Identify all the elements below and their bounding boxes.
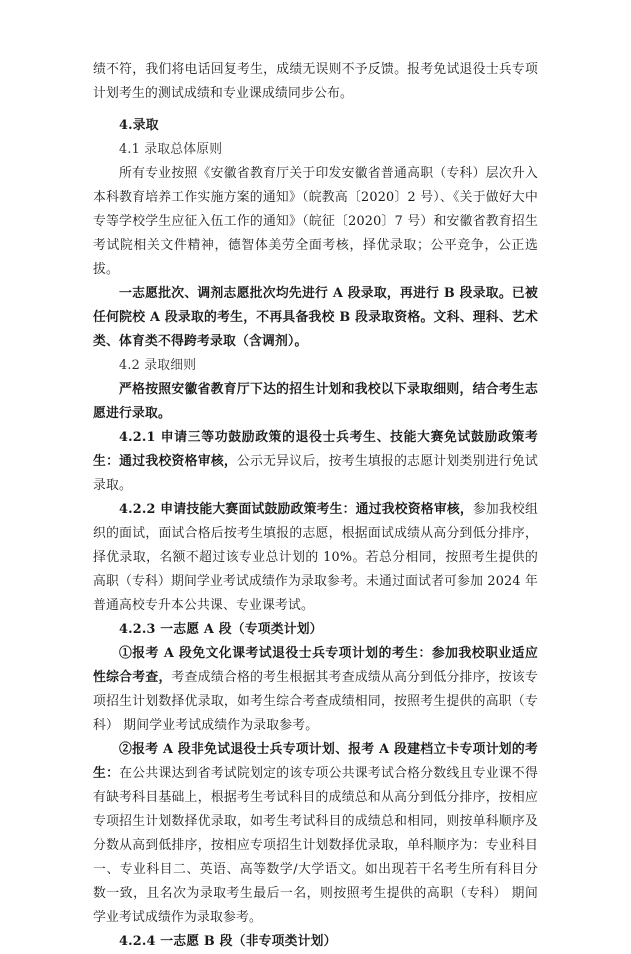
- paragraph-admission-rules: 严格按照安徽省教育厅下达的招生计划和我校以下录取细则，结合考生志愿进行录取。: [93, 382, 538, 421]
- paragraph-4-2-3-item2: [93, 738, 538, 930]
- item2-text: 在公共课达到省考试院划定的该专项公共课考试合格分数线且专业课不得有缺考科目基础上，根据考生考试科目的成绩总和从高分到低分排序，按相应专项招生计划数择优录取，如考生考试科目的成绩总和相同，则按单科顺序及分数从高到低排序，按相应专项招生计划数择优录取，单科顺序为：专业科目一、专业科目二、英语、高等数学/大学语文。如出现若干名考生所有科目分数一致，且名次为录取考生最后一名，则按照考生提供的高职（专科） 期间学业考试成绩作为录取参考。: [93, 766, 538, 925]
- document-body: [93, 58, 538, 954]
- paragraph-principles: 所有专业按照《安徽省教育厅关于印发安徽省普通高职（专科）层次升入本科教育培养工作实施方案的通知》（皖教高〔2020〕2 号）、《关于做好大中专等学校学生应征入伍工作的通知》（皖征〔2020〕7 号）和安徽省教育招生考试院相关文件精神，德智体美劳全面考核，择优录取；公平竞争，公正选拔。: [93, 166, 538, 277]
- paragraph-4-2-2-text: 参加我校组织的面试，面试合格后按考生填报的志愿，根据面试成绩从高分到低分排序，择优录取，名额不超过该专业总计划的 10%。若总分相同，按照考生提供的高职（专科）期间学业考试成绩作为录取参考。未通过面试者可参加 2024 年普通高校专升本公共课、专业课考试。: [93, 502, 539, 613]
- paragraph-4-2-1: [93, 426, 538, 498]
- section-heading-admission: 4.录取: [119, 118, 159, 133]
- paragraph-4-2-1-text: 公示无异议后，按考生填报的志愿计划类别进行免试录取。: [93, 454, 538, 493]
- item1-text: 考查成绩合格的考生根据其考查成绩从高分到低分排序，按该专项招生计划数择优录取，如考生综合考查成绩相同，按照考生提供的高职（专科） 期间学业考试成绩作为录取参考。: [93, 670, 538, 733]
- subsection-heading-4-2-3: 4.2.3 一志愿 A 段（专项类计划）: [119, 622, 323, 637]
- subsection-heading-4-1: 4.1 录取总体原则: [119, 142, 223, 157]
- paragraph-batch-rules: 一志愿批次、调剂志愿批次均先进行 A 段录取，再进行 B 段录取。已被任何院校 A 段录取的考生，不再具备我校 B 段录取资格。文科、理科、艺术类、体育类不得跨考录取（含调剂）。: [93, 286, 538, 349]
- paragraph-4-2-1-lead: 4.2.1 申请三等功鼓励政策的退役士兵考生、技能大赛免试鼓励政策考生：通过我校资格审核，: [93, 430, 538, 469]
- item2-lead: ②报考 A 段非免试退役士兵专项计划、报考 A 段建档立卡专项计划的考生：: [93, 742, 538, 781]
- paragraph-4-2-2-lead: 4.2.2 申请技能大赛面试鼓励政策考生：通过我校资格审核，: [119, 502, 473, 517]
- subsection-heading-4-2-4: 4.2.4 一志愿 B 段（非专项类计划）: [119, 934, 337, 949]
- item1-lead: ①报考 A 段免文化课考试退役士兵专项计划的考生：参加我校职业适应性综合考查，: [93, 646, 538, 685]
- paragraph-score-notice: 绩不符，我们将电话回复考生，成绩无误则不予反馈。报考免试退役士兵专项计划考生的测试成绩和专业课成绩同步公布。: [93, 62, 538, 101]
- subsection-heading-4-2: 4.2 录取细则: [119, 358, 197, 373]
- paragraph-4-2-2: [93, 498, 538, 618]
- paragraph-4-2-3-item1: [93, 642, 538, 738]
